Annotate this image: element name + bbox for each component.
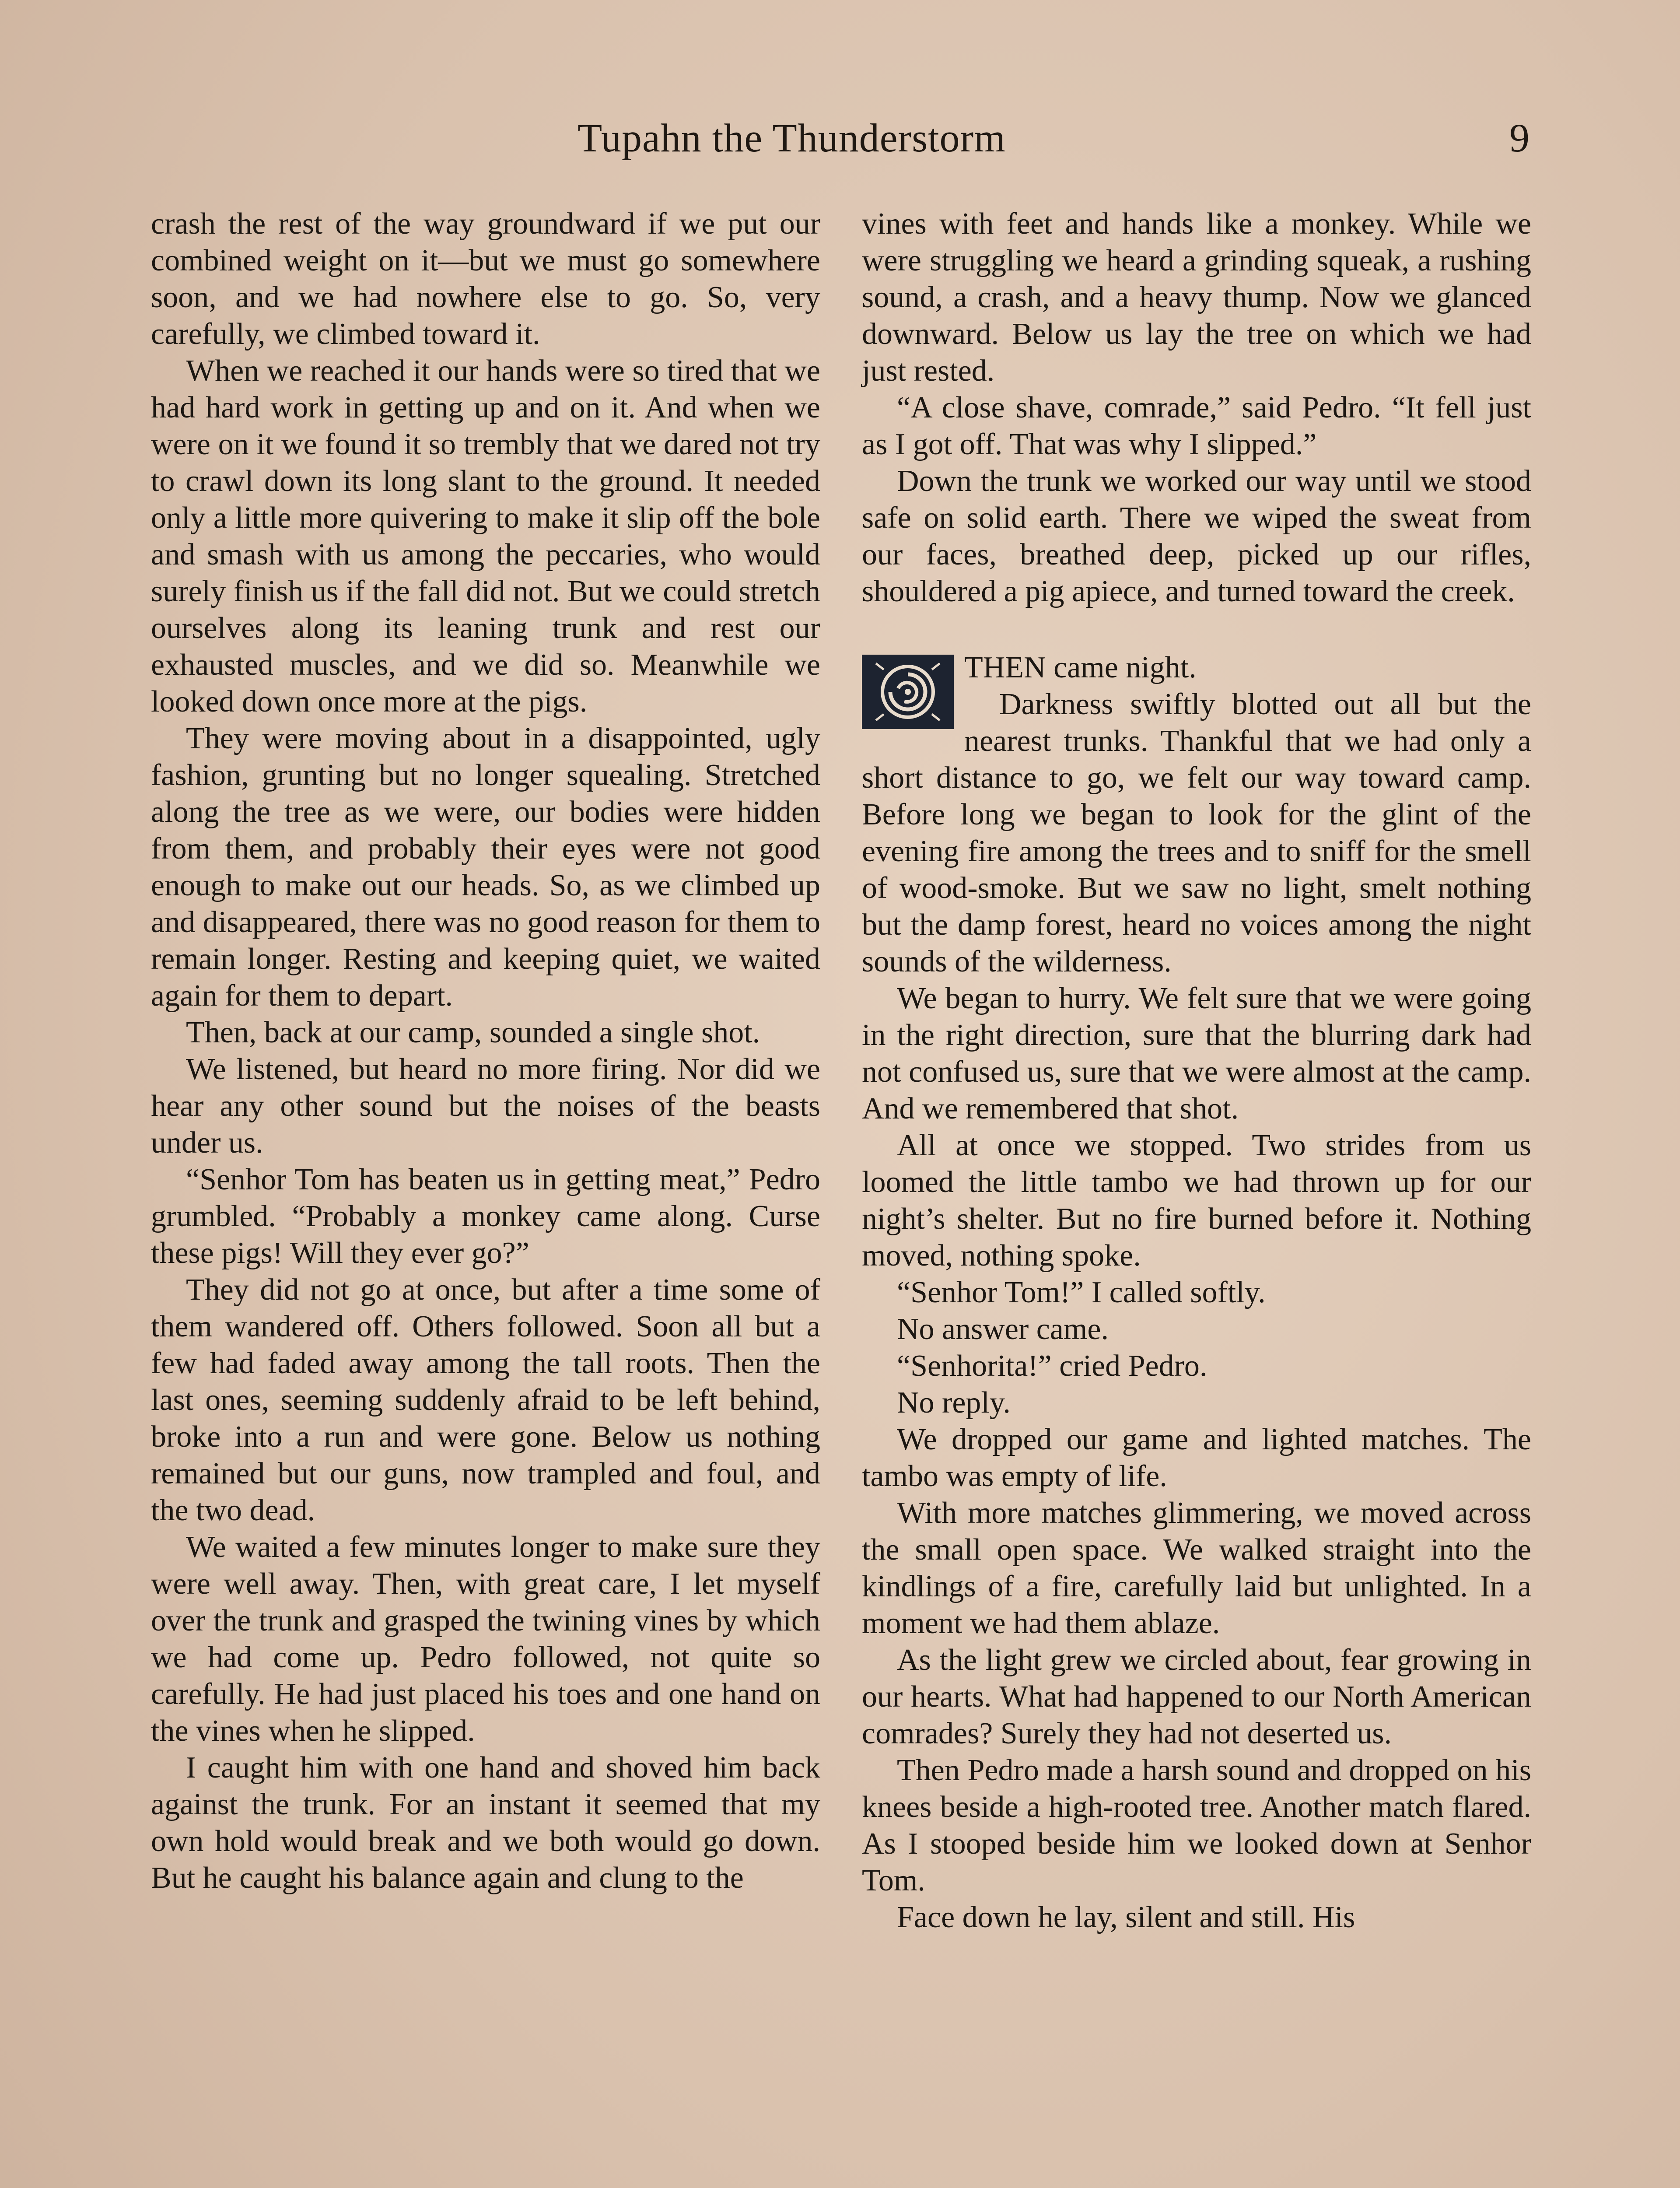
paragraph: They were moving about in a disappointed, ugly fashion, grunting but no longer squealing. Stretched along the tree as we were, our bodies were hidden from them, and probably their eyes were not good enough to make out our heads. So, as we climbed up and disappeared, there was no good reason for them to remain longer. Resting and keeping quiet, we waited again for them to depart. [151, 722, 820, 1013]
paragraph: “Senhor Tom!” I called softly. [897, 1276, 1266, 1309]
spiral-ornament-icon [862, 655, 954, 729]
paragraph: Face down he lay, silent and still. His [897, 1900, 1355, 1934]
paragraph: “Senhorita!” cried Pedro. [897, 1349, 1208, 1383]
section-break [862, 649, 1531, 980]
paragraph: As the light grew we circled about, fear growing in our hearts. What had happened to our North American comrades? Surely they had not deserted us. [862, 1643, 1531, 1750]
paragraph: They did not go at once, but after a time some of them wandered off. Others followed. Soon all but a few had faded away among the tall roots. Then the last ones, seeming suddenly afraid to be left behind, broke into a run and were gone. Below us nothing remained but our guns, now trampled and foul, and the two dead. [151, 1273, 820, 1527]
page-number: 9 [1509, 116, 1530, 160]
paragraph: All at once we stopped. Two strides from us loomed the little tambo we had thrown up for our night’s shelter. But no fire burned before it. Nothing moved, nothing spoke. [862, 1129, 1531, 1273]
paragraph: “A close shave, comrade,” said Pedro. “It fell just as I got off. That was why I slipped.” [862, 391, 1531, 461]
running-title: Tupahn the Thunderstorm [578, 116, 1006, 160]
paragraph: Then Pedro made a harsh sound and dropped on his knees beside a high-rooted tree. Another match flared. As I stooped beside him we looked down at Senhor Tom. [862, 1753, 1531, 1897]
paragraph: We began to hurry. We felt sure that we were going in the right direction, sure that the blurring dark had not confused us, sure that we were almost at the camp. And we remembered that shot. [862, 982, 1531, 1126]
paragraph: We dropped our game and lighted matches. The tambo was empty of life. [862, 1423, 1531, 1493]
paragraph: Then, back at our camp, sounded a single shot. [186, 1016, 760, 1049]
right-column [862, 206, 1531, 1936]
paragraph: No reply. [897, 1386, 1011, 1420]
paragraph: Darkness swiftly blotted out all but the nearest trunks. Thankful that we had only a short distance to go, we felt our way toward camp. Before long we began to look for the glint of the evening fire among the trees and to sniff for the smell of wood-smoke. But we saw no light, smelt nothing but the damp forest, heard no voices among the night sounds of the wilderness. [862, 687, 1531, 978]
paragraph: crash the rest of the way groundward if we put our combined weight on it—but we must go somewhere soon, and we had nowhere else to go. So, very carefully, we climbed toward it. [151, 207, 820, 351]
paragraph: “Senhor Tom has beaten us in getting meat,” Pedro grumbled. “Probably a monkey came along. Curse these pigs! Will they ever go?” [151, 1163, 820, 1270]
paragraph: vines with feet and hands like a monkey. While we were struggling we heard a grinding squeak, a rushing sound, a crash, and a heavy thump. Now we glanced downward. Below us lay the tree on which we had just rested. [862, 207, 1531, 388]
paragraph: We waited a few minutes longer to make sure they were well away. Then, with great care, I let myself over the trunk and grasped the twining vines by which we had come up. Pedro followed, not quite so carefully. He had just placed his toes and one hand on the vines when he slipped. [151, 1530, 820, 1748]
paragraph: Down the trunk we worked our way until we stood safe on solid earth. There we wiped the sweat from our faces, breathed deep, picked up our rifles, shouldered a pig apiece, and turned toward the creek. [862, 464, 1531, 608]
left-column [151, 206, 820, 1897]
paragraph: We listened, but heard no more firing. Nor did we hear any other sound but the noises of the beasts under us. [151, 1052, 820, 1160]
paragraph: When we reached it our hands were so tired that we had hard work in getting up and on it. And when we were on it we found it so trembly that we dared not try to crawl down its long slant to the ground. It needed only a little more quivering to make it slip off the bole and smash with us among the peccaries, who would surely finish us if the fall did not. But we could stretch ourselves along its leaning trunk and rest our exhausted muscles, and we did so. Meanwhile we looked down once more at the pigs. [151, 354, 820, 719]
paragraph: With more matches glimmering, we moved across the small open space. We walked straight into the kindlings of a fire, carefully laid but unlighted. In a moment we had them ablaze. [862, 1496, 1531, 1640]
paragraph: I caught him with one hand and shoved him back against the trunk. For an instant it seemed that my own hold would break and we both would go down. But he caught his balance again and clung to the [151, 1751, 820, 1895]
section-opening-line: THEN came night. [964, 651, 1197, 684]
paragraph: No answer came. [897, 1312, 1109, 1346]
